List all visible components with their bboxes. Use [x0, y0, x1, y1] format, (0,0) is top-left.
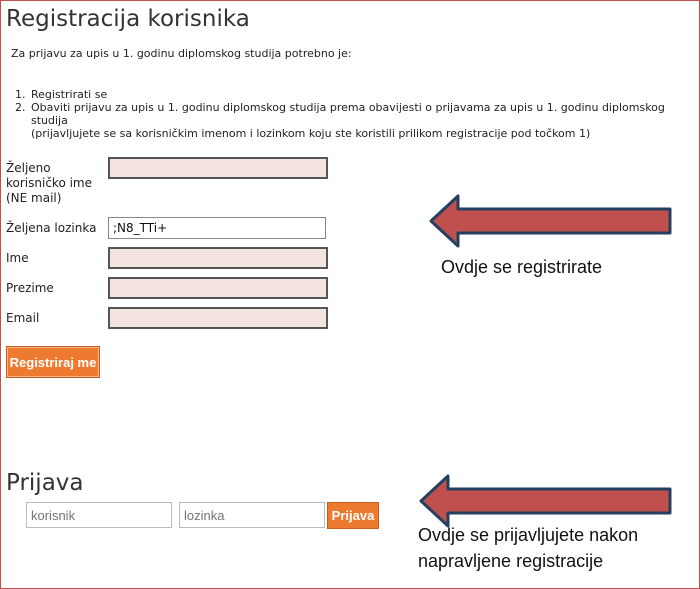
lastname-label: Prezime: [6, 281, 54, 295]
left-arrow-icon: [428, 193, 674, 249]
username-field[interactable]: [108, 157, 328, 179]
login-password-input[interactable]: [179, 502, 325, 528]
email-field[interactable]: [108, 307, 328, 329]
intro-text: Za prijavu za upis u 1. godinu diplomskog studija potrebno je:: [11, 47, 352, 60]
lastname-field[interactable]: [108, 277, 328, 299]
step-text: Obaviti prijavu za upis u 1. godinu diplomskog studija prema obavijesti o prijavama za upis u 1. godinu diplomskog studija: [31, 101, 665, 127]
register-note: Ovdje se registrirate: [441, 257, 603, 277]
login-note-line2: napravljene registracije: [418, 551, 604, 571]
login-note-line1: Ovdje se prijavljujete nakon: [418, 525, 639, 545]
steps-list: [15, 88, 700, 140]
page-title: Registracija korisnika: [6, 6, 250, 32]
list-item: [15, 88, 700, 101]
step-number: 2.: [15, 101, 26, 114]
register-button[interactable]: Registriraj me: [6, 346, 100, 378]
login-username-input[interactable]: [26, 502, 172, 528]
login-button[interactable]: Prijava: [327, 502, 379, 529]
list-item: [15, 101, 700, 127]
password-field[interactable]: [108, 217, 326, 239]
login-note: [418, 522, 638, 574]
step-number: 1.: [15, 88, 26, 101]
firstname-label: Ime: [6, 251, 29, 265]
username-label: Željeno korisničko ime (NE mail): [6, 161, 93, 205]
email-label: Email: [6, 311, 40, 325]
step-text: Registrirati se: [31, 88, 108, 101]
password-label: Željena lozinka: [6, 221, 97, 235]
firstname-field[interactable]: [108, 247, 328, 269]
step-note: (prijavljujete se sa korisničkim imenom i lozinkom koju ste koristili prilikom registracije pod točkom 1): [31, 127, 591, 140]
login-title: Prijava: [6, 470, 84, 496]
left-arrow-icon: [418, 473, 674, 529]
